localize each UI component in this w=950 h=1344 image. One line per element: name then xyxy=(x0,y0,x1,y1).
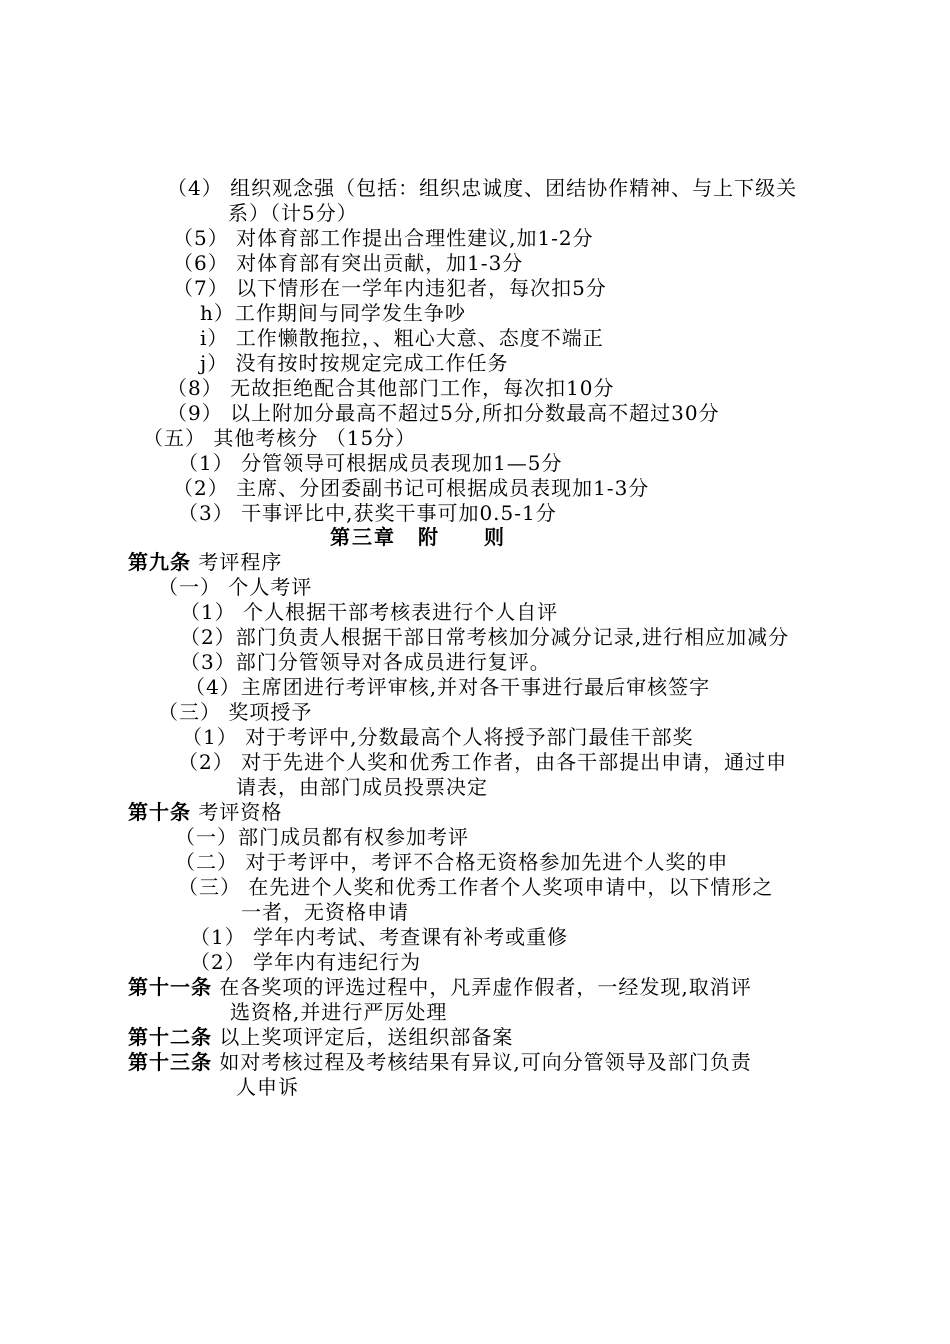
list-item: （6） 对体育部有突出贡献，加1-3分 xyxy=(173,251,524,275)
list-item: （2） 主席、分团委副书记可根据成员表现加1-3分 xyxy=(173,476,650,500)
section-heading: （三） 奖项授予 xyxy=(158,700,313,724)
list-item: （5） 对体育部工作提出合理性建议,加1-2分 xyxy=(173,226,594,250)
list-item: （3） 干事评比中,获奖干事可加0.5-1分 xyxy=(178,501,557,525)
list-item: （2） 对于先进个人奖和优秀工作者，由各干部提出申请，通过申 xyxy=(178,750,788,774)
article-label: 第十条 xyxy=(128,800,191,824)
article-label: 第十三条 xyxy=(128,1050,212,1074)
list-item: （2） 学年内有违纪行为 xyxy=(190,950,422,974)
list-item: （二） 对于考评中，考评不合格无资格参加先进个人奖的申 xyxy=(175,850,729,874)
article-12 xyxy=(128,1025,513,1050)
list-item: （2）部门负责人根据干部日常考核加分减分记录,进行相应加减分 xyxy=(180,625,790,649)
list-item: （1） 个人根据干部考核表进行个人自评 xyxy=(180,600,559,624)
article-label: 第十一条 xyxy=(128,975,212,999)
section-heading: （五） 其他考核分 （15分） xyxy=(143,426,417,450)
article-title: 考评程序 xyxy=(198,550,283,574)
chapter-title: 第三章 附 则 xyxy=(330,525,506,549)
list-item: （3）部门分管领导对各成员进行复评。 xyxy=(180,650,551,674)
list-item: i） 工作懒散拖拉，、粗心大意、态度不端正 xyxy=(200,326,604,350)
section-heading: （一） 个人考评 xyxy=(158,575,313,599)
article-title: 考评资格 xyxy=(198,800,283,824)
list-item: （一）部门成员都有权参加考评 xyxy=(175,825,469,849)
list-item: 请表，由部门成员投票决定 xyxy=(236,775,488,799)
list-item: 系）（计5分） xyxy=(228,201,358,225)
list-item: （4）主席团进行考评审核,并对各干事进行最后审核签字 xyxy=(185,675,711,699)
article-text-continued: 选资格,并进行严厉处理 xyxy=(230,1000,448,1024)
list-item: （9） 以上附加分最高不超过5分,所扣分数最高不超过30分 xyxy=(167,401,720,425)
list-item: （三） 在先进个人奖和优秀工作者个人奖项申请中，以下情形之 xyxy=(178,875,774,899)
list-item: （1） 分管领导可根据成员表现加1—5分 xyxy=(178,451,563,475)
list-item: （1） 对于考评中,分数最高个人将授予部门最佳干部奖 xyxy=(182,725,694,749)
list-item: h）工作期间与同学发生争吵 xyxy=(200,301,466,325)
article-11 xyxy=(128,975,752,1000)
list-item: （1） 学年内考试、考查课有补考或重修 xyxy=(190,925,569,949)
list-item: j） 没有按时按规定完成工作任务 xyxy=(200,351,509,375)
article-text: 以上奖项评定后，送组织部备案 xyxy=(219,1025,514,1049)
article-label: 第十二条 xyxy=(128,1025,212,1049)
article-9 xyxy=(128,550,282,575)
article-text-continued: 人申诉 xyxy=(236,1075,299,1099)
list-item: （8） 无故拒绝配合其他部门工作，每次扣10分 xyxy=(167,376,615,400)
article-10 xyxy=(128,800,282,825)
article-text: 在各奖项的评选过程中，凡弄虚作假者，一经发现,取消评 xyxy=(219,975,752,999)
article-label: 第九条 xyxy=(128,550,191,574)
article-13 xyxy=(128,1050,752,1075)
list-item: （4） 组织观念强（包括：组织忠诚度、团结协作精神、与上下级关 xyxy=(167,176,798,200)
article-text: 如对考核过程及考核结果有异议,可向分管领导及部门负责 xyxy=(219,1050,752,1074)
list-item: 一者，无资格申请 xyxy=(241,900,409,924)
list-item: （7） 以下情形在一学年内违犯者，每次扣5分 xyxy=(173,276,607,300)
